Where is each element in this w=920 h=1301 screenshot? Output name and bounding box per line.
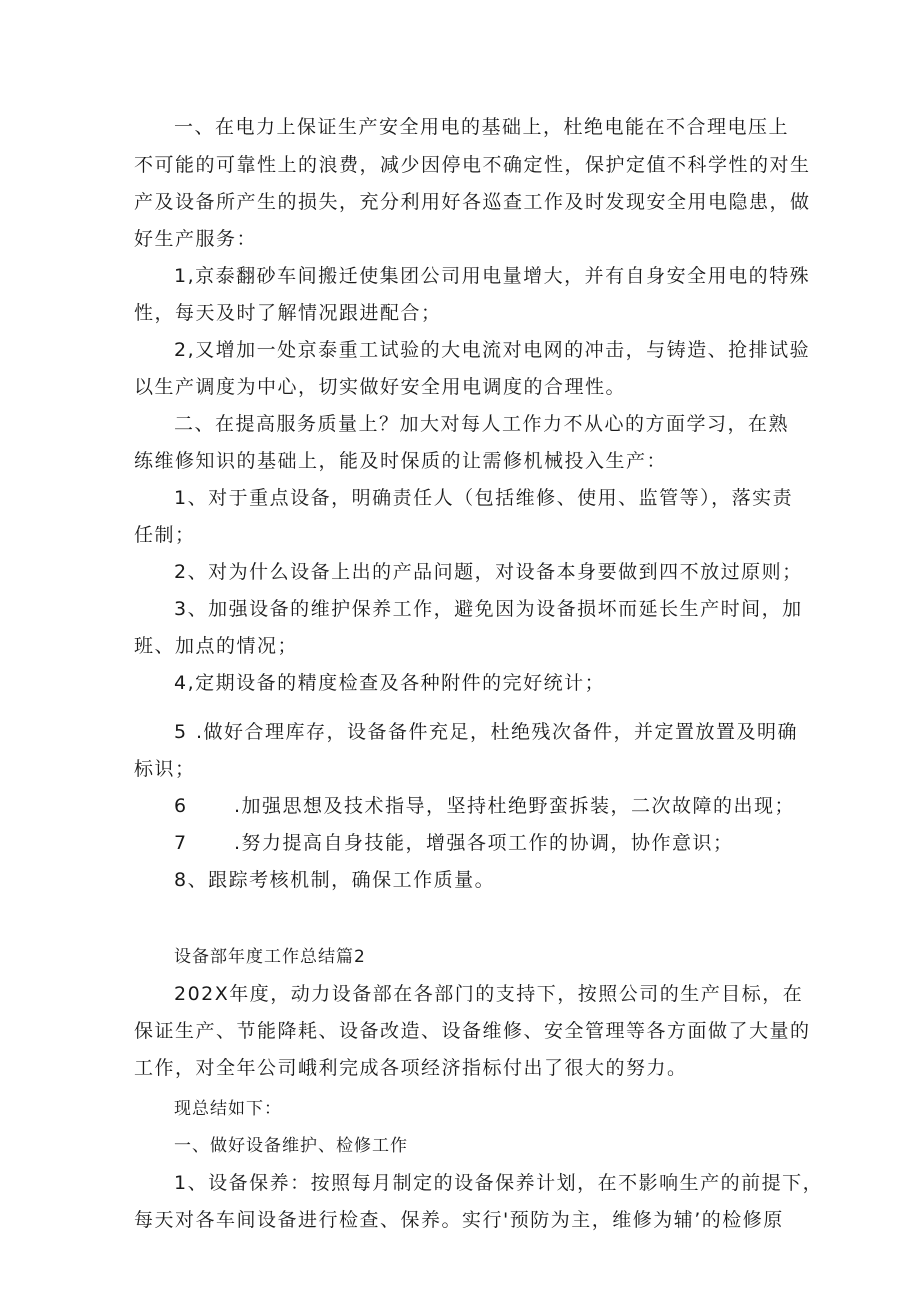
paragraph-line: 一、在电力上保证生产安全用电的基础上，杜绝电能在不合理电压上 (174, 116, 790, 138)
paragraph-line: 1、对于重点设备，明确责任人（包括维修、使用、监管等），落实责 (174, 487, 794, 509)
paragraph-line: 2、对为什么设备上出的产品问题，对设备本身要做到四不放过原则； (174, 561, 803, 583)
paragraph-line: .做好合理库存，设备备件充足，杜绝残次备件，并定置放置及明确 (196, 721, 799, 743)
paragraph-line: 班、加点的情况； (134, 635, 299, 657)
paragraph-line: 每天对各车间设备进行检查、保养。实行'预防为主，维修为辅’的检修原 (134, 1209, 784, 1231)
heading-line: 一、做好设备维护、检修工作 (174, 1136, 408, 1156)
paragraph-line: .努力提高自身技能，增强各项工作的协调，协作意识； (234, 832, 734, 854)
paragraph-line: .加强思想及技术指导，坚持杜绝野蛮拆装，二次故障的出现； (234, 795, 796, 817)
paragraph-line: 标识； (134, 758, 196, 780)
paragraph-line: 工作，对全年公司峨利完成各项经济指标付出了很大的努力。 (134, 1057, 688, 1079)
list-number: 6 (174, 795, 187, 817)
summary-line: 现总结如下： (174, 1099, 282, 1119)
paragraph-line: 1,京泰翻砂车间搬迁使集团公司用电量增大，并有自身安全用电的特殊 (174, 265, 811, 287)
paragraph-line: 1、设备保养：按照每月制定的设备保养计划，在不影响生产的前提下， (174, 1172, 824, 1194)
paragraph-line: 3、加强设备的维护保养工作，避免因为设备损坏而延长生产时间，加 (174, 598, 803, 620)
paragraph-line: 2,又增加一处京泰重工试验的大电流对电网的冲击，与铸造、抢排试验 (174, 339, 811, 361)
paragraph-line: 性，每天及时了解情况跟进配合； (134, 302, 442, 324)
paragraph-line: 产及设备所产生的损失，充分利用好各巡查工作及时发现安全用电隐患，做 (134, 191, 811, 213)
paragraph-line: 任制； (134, 524, 196, 546)
paragraph-line: 好生产服务： (134, 228, 258, 250)
paragraph-line: 以生产调度为中心，切实做好安全用电调度的合理性。 (134, 376, 627, 398)
paragraph-line: 练维修知识的基础上，能及时保质的让需修机械投入生产： (134, 450, 668, 472)
paragraph-line: 202X年度，动力设备部在各部门的支持下，按照公司的生产目标，在 (174, 983, 804, 1005)
paragraph-line: 保证生产、节能降耗、设备改造、设备维修、安全管理等各方面做了大量的 (134, 1020, 811, 1042)
paragraph-line: 二、在提高服务质量上？加大对每人工作力不从心的方面学习，在熟 (174, 413, 790, 435)
list-number: 5 (174, 721, 187, 743)
list-number: 7 (174, 832, 187, 854)
paragraph-line: 不可能的可靠性上的浪费，减少因停电不确定性，保护定值不科学性的对生 (134, 154, 811, 176)
section-title: 设备部年度工作总结篇2 (174, 947, 366, 967)
paragraph-line: 4,定期设备的精度检查及各种附件的完好统计； (174, 672, 606, 694)
paragraph-line: 8、跟踪考核机制，确保工作质量。 (174, 869, 496, 891)
